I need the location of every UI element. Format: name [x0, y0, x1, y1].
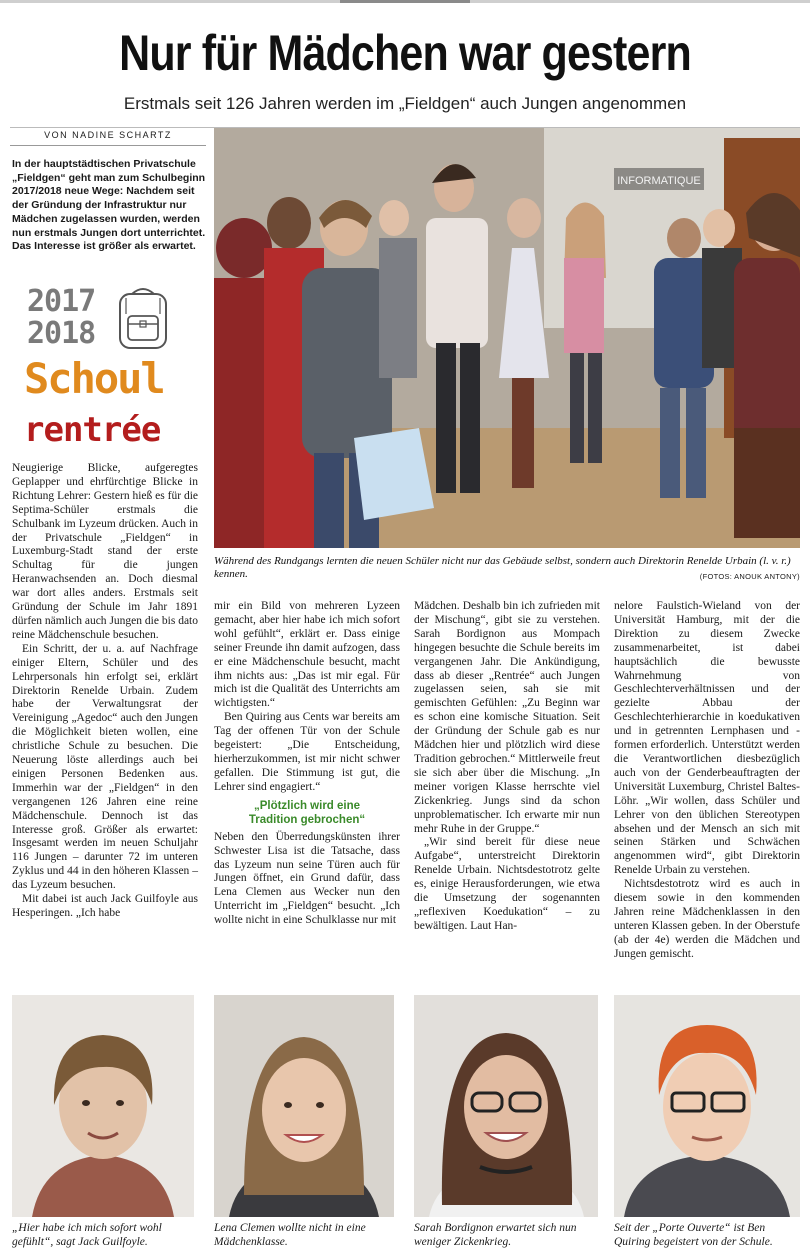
- intro-text: In der hauptstädtischen Privatschule „Fieldgen“ geht man zum Schulbeginn 2017/2018 neue Wege: Nachdem seit der Gründung der Infrastruktur nur Mädchen zugelassen wurden, werden nun erstmals Jungen dort unterrichtet. Das Interesse ist größer als erwartet.: [12, 158, 206, 253]
- col2-paragraph: mir ein Bild von mehreren Lyzeen gemacht, aber hier habe ich mich sofort wohl gefühlt“, erklärt er. Dass einige seiner Freunde ihn damit aufzogen, dass er eine Mädchenschule besucht, macht ihm nichts aus: „Das ist mir egal. Für mich ist die Qualität des Unterrichts am wichtigsten.“: [214, 600, 400, 710]
- logo-year-2: 2018: [27, 316, 96, 351]
- informatique-sign: INFORMATIQUE: [617, 175, 701, 187]
- article-column-2: [214, 600, 400, 928]
- logo-word-rentree: rentrée: [24, 410, 161, 450]
- portrait-caption: Lena Clemen wollte nicht in eine Mädchenklasse.: [214, 1222, 366, 1248]
- col1-paragraph: Ein Schritt, der u. a. auf Nachfrage einiger Eltern, Schüler und des Lehrpersonals hin erfolgt sei, erklärt Direktorin Renelde Urbain. Zudem habe der Verwaltungsrat der Vereinigung „Agedoc“ auch den Jungen die Möglichkeit bieten wollen, eine christliche Schule zu besuchen. Die Neuerung löste allerdings auch bei einigen Personen Bedenken aus. Immerhin war der „Fieldgen“ in den vergangenen 126 Jahren eine reine Mädchenschule. Dennoch ist das Interesse groß. Größer als erwartet: Insgesamt werden im neuen Schuljahr 116 Jungen – darunter 72 im unteren Zyklus und 44 in den höheren Klassen – das Lyzeum besuchen.: [12, 642, 198, 892]
- portrait-photo: [12, 995, 194, 1217]
- portrait-photo: [214, 995, 394, 1217]
- subheading-line-2: Tradition gebrochen“: [248, 813, 366, 826]
- col3-paragraph: Mädchen. Deshalb bin ich zufrieden mit der Mischung“, gibt sie zu verstehen. Sarah Bordignon aus Mompach hingegen besuchte die Schule bereits im vergangenen Jahr. Die Ankündigung, dass ab dieser „Rentrée“ auch Jungen zugelassen seien, sah sie mit gemischten Gefühlen: „Zu Beginn war es schon eine komische Situation. Seit der Gründung der Schule gab es nur Mädchen hier und plötzlich wird diese Tradition gebrochen.“ Mittlerweile freut sie sich aber über die Mischung. „In meiner vorigen Klasse herrschte viel Zickenkrieg. Jungs sind da schon unproblematischer. Ich erwarte mir nun mehr Ruhe in der Gruppe.“: [414, 600, 600, 835]
- portrait-photo: [414, 995, 598, 1217]
- photo-credit: (FOTOS: ANOUK ANTONY): [699, 572, 800, 581]
- headline: Nur für Mädchen war gestern: [119, 25, 691, 81]
- col4-paragraph: nelore Faulstich-Wieland von der Universität Hamburg, mit der die Direktion zu diesem Zwecke zusammenarbeitet, ist dabei hauptsächlich die bewusste Wahrnehmung von Geschlechterverhältnissen und der gezielte Abbau der Geschlechterhierarchie in koedukativen und in getrennten Lernphasen und -formen erforderlich. Unterstützt werden die Verantwortlichen diesbezüglich auch von der Genderbeauftragten der Universität Luxemburg, Christel Baltes-Löhr. „Wir wollen, dass Schüler und Lehrer von den üblichen Stereotypen absehen und der Mensch an sich mit seinen Stärken und Schwächen angenommen wird“, gibt Direktorin Renelde Urbain zu verstehen.: [614, 600, 800, 877]
- schoul-rentree-logo: [12, 282, 202, 457]
- col3-paragraph: „Wir sind bereit für diese neue Aufgabe“, unterstreicht Direktorin Renelde Urbain. Nichtsdestotrotz gelte es, einige Herausforderungen, wie etwa die Umsetzung der sogenannten „reflexiven Koedukation“ – zu bewältigen. Laut Han-: [414, 836, 600, 932]
- portrait-caption: „Hier habe ich mich sofort wohl gefühlt“, sagt Jack Guilfoyle.: [12, 1222, 162, 1248]
- col1-paragraph: Neugierige Blicke, aufgeregtes Geplapper und ehrfürchtige Blicke in Richtung Lehrer: Gestern hieß es für die Septima-Schüler erstmals die Schulbank im Lyzeum drücken. Auch in der Privatschule „Fieldgen“ in Luxemburg-Stadt stand der erste Schultag für die jungen Heranwachsenden an. Doch diesmal war dort alles anders. Erstmals seit Gründung der Schule im Jahr 1891 dürfen nämlich auch Jungen die bis dato reine Mädchenschule besuchen.: [12, 462, 198, 641]
- portrait-caption: Seit der „Porte Ouverte“ ist Ben Quiring begeistert von der Schule.: [614, 1222, 773, 1248]
- classroom-photo-illustration: [214, 128, 800, 548]
- top-rule-accent: [340, 0, 470, 3]
- byline: VON NADINE SCHARTZ: [44, 130, 172, 140]
- logo-year-1: 2017: [27, 284, 96, 319]
- col4-paragraph: Nichtsdestotrotz wird es auch in diesem sowie in den kommenden Jahren reine Mädchenklassen in den unteren Klassen geben. In der Oberstufe (ab der 4e) werden die Mädchen und Jungen gemischt.: [614, 878, 800, 960]
- col2-paragraph: Ben Quiring aus Cents war bereits am Tag der offenen Tür von der Schule begeistert: „Die Entscheidung, hierherzukommen, ist mir nicht schwer gefallen. Die Stimmung ist gut, die Lehrer sind engagiert.“: [214, 711, 400, 793]
- col1-paragraph: Mit dabei ist auch Jack Guilfoyle aus Hesperingen. „Ich habe: [12, 893, 198, 919]
- portrait-sarah-bordignon: [414, 995, 598, 1217]
- col2-paragraph: Neben den Überredungskünsten ihrer Schwester Lisa ist die Tatsache, dass das Lyzeum nun seine Türen auch für Jungen öffnet, ein Grund dafür, dass Lena Clemen aus Wecker nun den Unterricht im „Fieldgen“ besucht. „Ich wollte nicht in eine Schulklasse nur mit: [214, 830, 400, 927]
- classroom-photo: [214, 128, 800, 548]
- portrait-lena-clemen: [214, 995, 394, 1217]
- main-photo-caption: Während des Rundgangs lernten die neuen Schüler nicht nur das Gebäude selbst, sondern auch Direktorin Renelde Urbain (l. v. r.) kennen.: [214, 555, 791, 580]
- subheading: [214, 799, 400, 827]
- portrait-caption: Sarah Bordignon erwartet sich nun weniger Zickenkrieg.: [414, 1222, 577, 1248]
- byline-divider: [10, 145, 206, 146]
- article-column-1: [12, 462, 198, 921]
- logo-word-schoul: Schoul: [24, 354, 164, 403]
- article-column-3: [414, 600, 600, 934]
- backpack-icon: [112, 286, 174, 352]
- subheading-line-1: „Plötzlich wird eine: [253, 799, 361, 812]
- portrait-jack-guilfoyle: [12, 995, 194, 1217]
- subheadline: Erstmals seit 126 Jahren werden im „Fieldgen“ auch Jungen angenommen: [123, 94, 687, 113]
- portrait-ben-quiring: [614, 995, 800, 1217]
- article-column-4: [614, 600, 800, 962]
- portrait-photo: [614, 995, 800, 1217]
